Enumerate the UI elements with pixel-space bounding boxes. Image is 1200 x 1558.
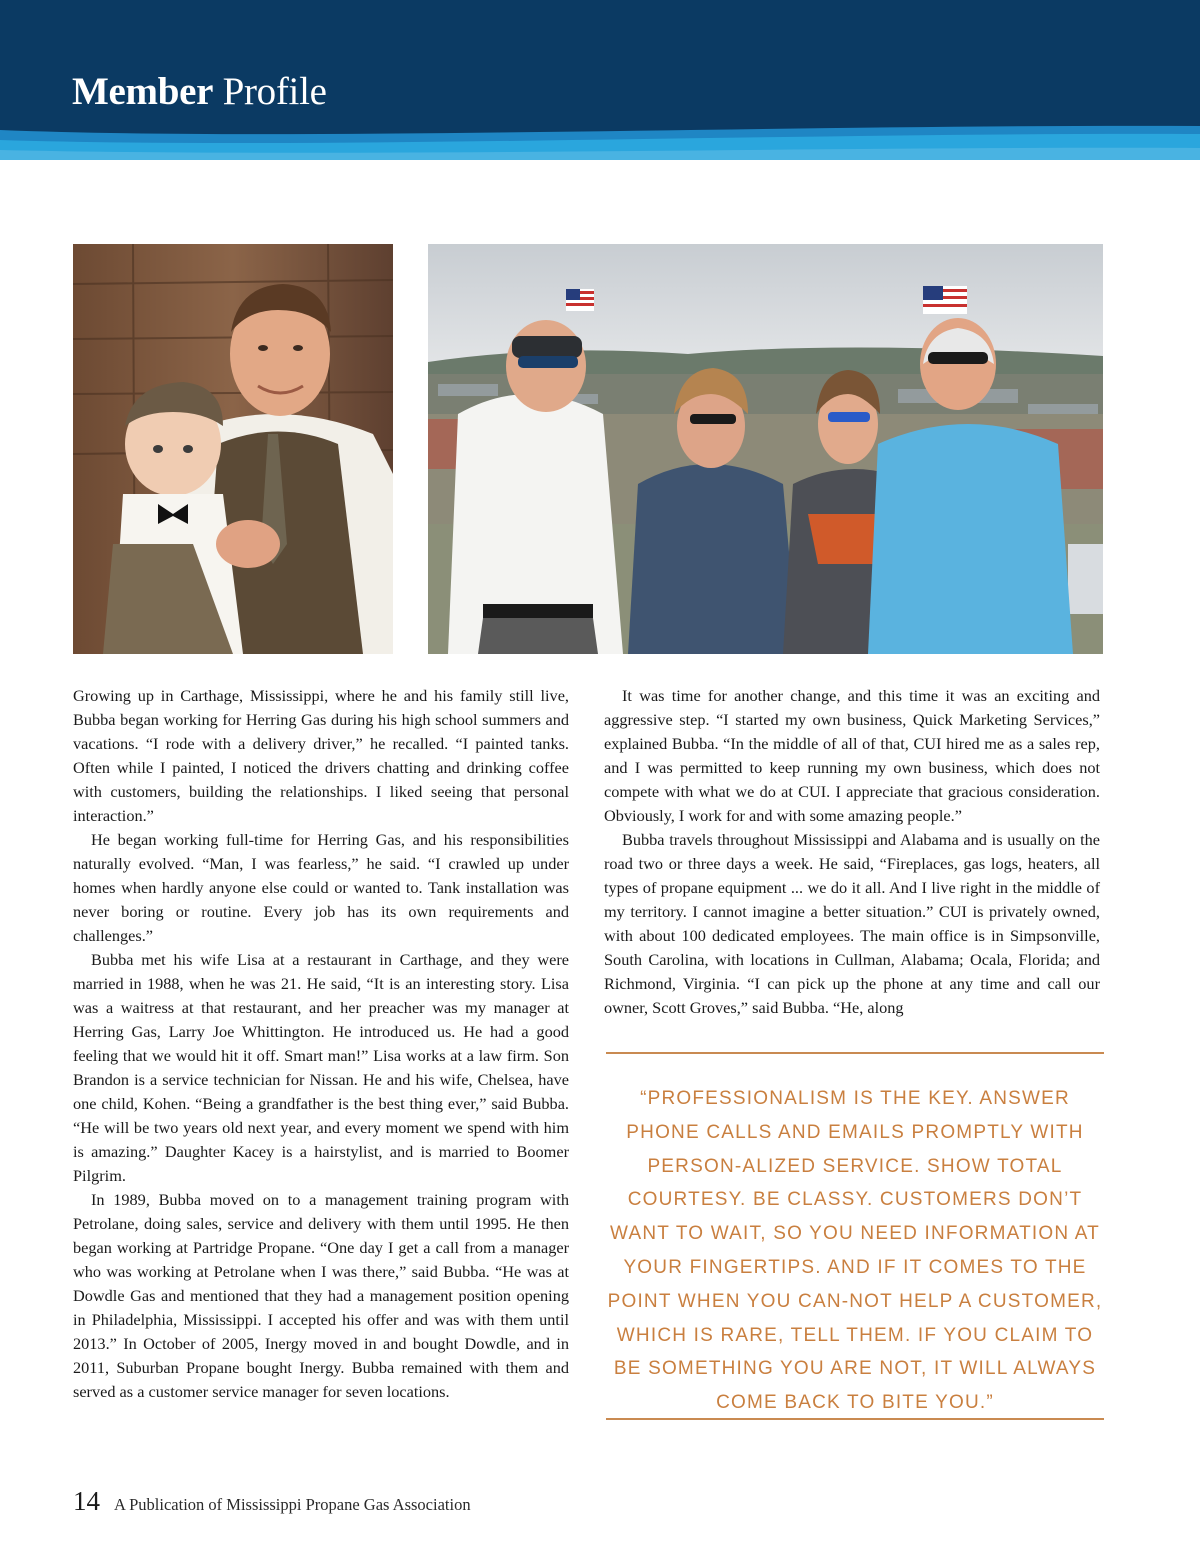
portrait-photo-illustration — [73, 244, 393, 654]
article-paragraph: It was time for another change, and this time it was an exciting and aggressive step. “I started my own business, Quick Marketing Services,” explained Bubba. “In the middle of all of that, CUI hired me as a sales rep, and I was permitted to keep running my own business, which does not compete with what we do at CUI. I appreciate that gracious consideration. Obviously, I work for and with some amazing people.” — [604, 686, 1100, 825]
header-banner — [0, 0, 1200, 160]
title-bold: Member — [72, 70, 214, 113]
group-photo-illustration — [428, 244, 1103, 654]
pull-quote-rule-bottom — [606, 1418, 1104, 1420]
title-light: Profile — [222, 70, 327, 113]
article-paragraph: Bubba travels throughout Mississippi and Alabama and is usually on the road two or three days a week. He said, “Fireplaces, gas logs, heaters, all types of propane equipment ... we do it all. And I live right in the middle of my territory. I cannot imagine a better situation.” CUI is privately owned, with about 100 dedicated employees. The main office is in Simpsonville, South Carolina, with locations in Cullman, Alabama; Ocala, Florida; and Richmond, Virginia. “I can pick up the phone at any time and call our owner, Scott Groves,” said Bubba. “He, along — [604, 830, 1100, 1017]
publication-name: A Publication of Mississippi Propane Gas Association — [114, 1495, 471, 1514]
article-paragraph: In 1989, Bubba moved on to a management training program with Petrolane, doing sales, service and delivery with them until 1995. He then began working at Partridge Propane. “One day I get a call from a manager who was working at Petrolane when I was there,” said Bubba. “He was at Dowdle Gas and mentioned that they had a management position opening in Philadelphia, Mississippi. I accepted his offer and was with them until 2013.” In October of 2005, Inergy moved in and bought Dowdle, and in 2011, Suburban Propane bought Inergy. Bubba remained with them and served as a customer service manager for seven locations. — [73, 1190, 569, 1401]
portrait-photo — [73, 244, 393, 654]
page-number: 14 — [73, 1486, 100, 1516]
page-footer — [73, 1486, 471, 1522]
article-left-column — [73, 684, 569, 1404]
pull-quote — [606, 1052, 1104, 1420]
pull-quote-rule-top — [606, 1052, 1104, 1054]
article-paragraph: He began working full-time for Herring Gas, and his responsibilities naturally evolved. “Man, I was fearless,” he said. “I crawled up under homes when hardly anyone else could or wanted to. Tank installation was never boring or routine. Every job has its own requirements and challenges.” — [73, 830, 569, 945]
pull-quote-text: “PROFESSIONALISM IS THE KEY. ANSWER PHONE CALLS AND EMAILS PROMPTLY WITH PERSON-ALIZED SERVICE. SHOW TOTAL COURTESY. BE CLASSY. CUSTOMERS DON’T WANT TO WAIT, SO YOU NEED INFORMATION AT YOUR FINGERTIPS. AND IF IT COMES TO THE POINT WHEN YOU CAN-NOT HELP A CUSTOMER, WHICH IS RARE, TELL THEM. IF YOU CLAIM TO BE SOMETHING YOU ARE NOT, IT WILL ALWAYS COME BACK TO BITE YOU.” — [607, 1088, 1103, 1414]
group-photo — [428, 244, 1103, 654]
article-paragraph: Growing up in Carthage, Mississippi, where he and his family still live, Bubba began working for Herring Gas during his high school summers and vacations. “I rode with a delivery driver,” he recalled. “I painted tanks. Often while I painted, I noticed the drivers chatting and drinking coffee with customers, building the relationships. I liked seeing that personal interaction.” — [73, 686, 569, 825]
article-right-column — [604, 684, 1100, 1020]
page-title — [72, 68, 327, 116]
article-paragraph: Bubba met his wife Lisa at a restaurant in Carthage, and they were married in 1988, when he was 21. He said, “It is an interesting story. Lisa was a waitress at that restaurant, and her preacher was my manager at Herring Gas, Larry Joe Whittington. He introduced us. He had a good feeling that we would hit it off. Smart man!” Lisa works at a law firm. Son Brandon is a service technician for Nissan. He and his wife, Chelsea, have one child, Kohen. “Being a grandfather is the best thing ever,” said Bubba. “He will be two years old next year, and every moment we spend with him is amazing.” Daughter Kacey is a hairstylist, and is married to Boomer Pilgrim. — [73, 950, 569, 1185]
